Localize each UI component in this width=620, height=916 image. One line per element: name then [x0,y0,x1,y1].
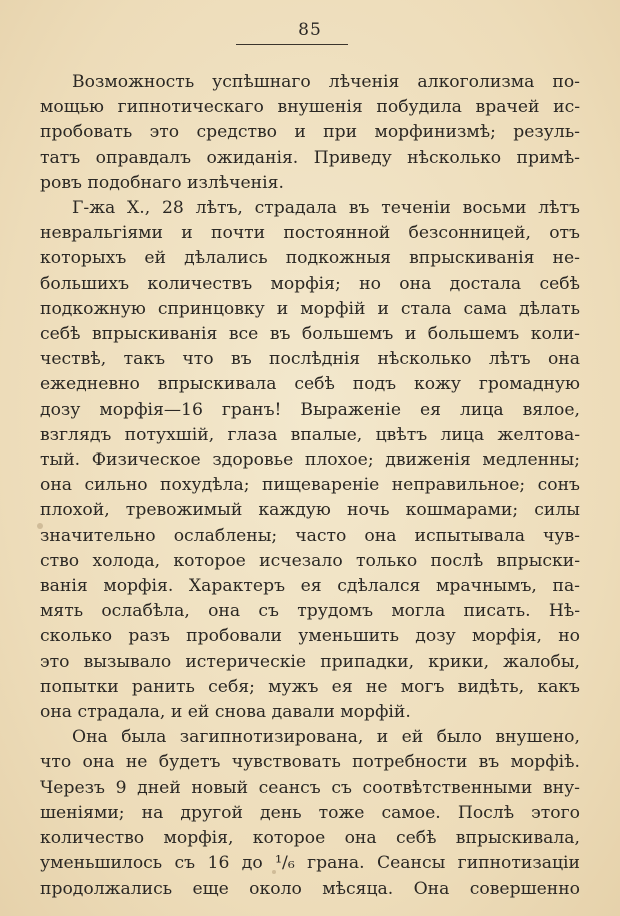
text-line: она страдала, и ей снова давали морфій. [40,702,411,723]
text-line: Она была загипнотизирована, и ей было внушено, [72,727,580,748]
text-line: мять ослабѣла, она съ трудомъ могла писать. Нѣ- [40,601,580,622]
text-line: ровъ подобнаго излѣченія. [40,172,284,193]
text-line: количество морфія, которое она себѣ впрыскивала, [40,828,580,849]
text-line: татъ оправдалъ ожиданія. Приведу нѣсколько примѣ- [40,147,580,168]
text-line: Черезъ 9 дней новый сеансъ съ соотвѣтственными вну- [40,777,580,798]
text-line: подкожную спринцовку и морфій и стала сама дѣлать [40,298,580,319]
text-line: шеніями; на другой день тоже самое. Послѣ этого [40,802,580,823]
header-rule [236,44,348,45]
text-line: Г-жа X., 28 лѣтъ, страдала въ теченіи восьми лѣтъ [72,198,580,219]
text-line: она сильно похудѣла; пищевареніе неправильное; сонъ [40,475,580,496]
text-line: продолжались еще около мѣсяца. Она совершенно [40,878,580,899]
text-line: которыхъ ей дѣлались подкожныя впрыскиванія не- [40,248,580,269]
text-line: попытки ранить себя; мужъ ея не могъ видѣть, какъ [40,676,580,697]
text-line: что она не будетъ чувствовать потребности въ морфіѣ. [40,752,580,773]
page-number: 85 [298,20,322,40]
text-line: ство холода, которое исчезало только послѣ впрыски- [40,550,580,571]
text-line: тый. Физическое здоровье плохое; движенія медленны; [40,450,580,471]
text-line: взглядъ потухшій, глаза впалые, цвѣтъ лица желтова- [40,424,580,445]
text-line: невральгіями и почти постоянной безсонницей, отъ [40,223,580,244]
text-line: Возможность успѣшнаго лѣченія алкоголизма по- [72,72,580,92]
paper-spot [272,870,276,874]
text-line: уменьшилось съ 16 до ¹/₆ грана. Сеансы гипнотизаціи [40,853,580,874]
text-line: ванія морфія. Характеръ ея сдѣлался мрачнымъ, па- [40,576,580,597]
text-line: себѣ впрыскиванія все въ большемъ и большемъ коли- [40,324,580,345]
text-line: мощью гипнотическаго внушенія побудила врачей ис- [40,97,580,118]
text-line: чествѣ, такъ что въ послѣднія нѣсколько лѣтъ она [40,349,580,370]
text-line: значительно ослаблены; часто она испытывала чув- [40,525,580,546]
text-line: дозу морфія—16 гранъ! Выраженіе ея лица вялое, [40,399,580,420]
text-line: это вызывало истерическіе припадки, крики, жалобы, [40,651,580,672]
text-line: плохой, тревожимый каждую ночь кошмарами; силы [40,500,580,521]
body-text [40,70,580,902]
text-line: сколько разъ пробовали уменьшить дозу морфія, но [40,626,580,647]
text-line: пробовать это средство и при морфинизмѣ; резуль- [40,122,580,143]
paper-spot [37,523,43,529]
text-line: большихъ количествъ морфія; но она достала себѣ [40,273,580,294]
text-line: ежедневно впрыскивала себѣ подъ кожу громадную [40,374,580,395]
